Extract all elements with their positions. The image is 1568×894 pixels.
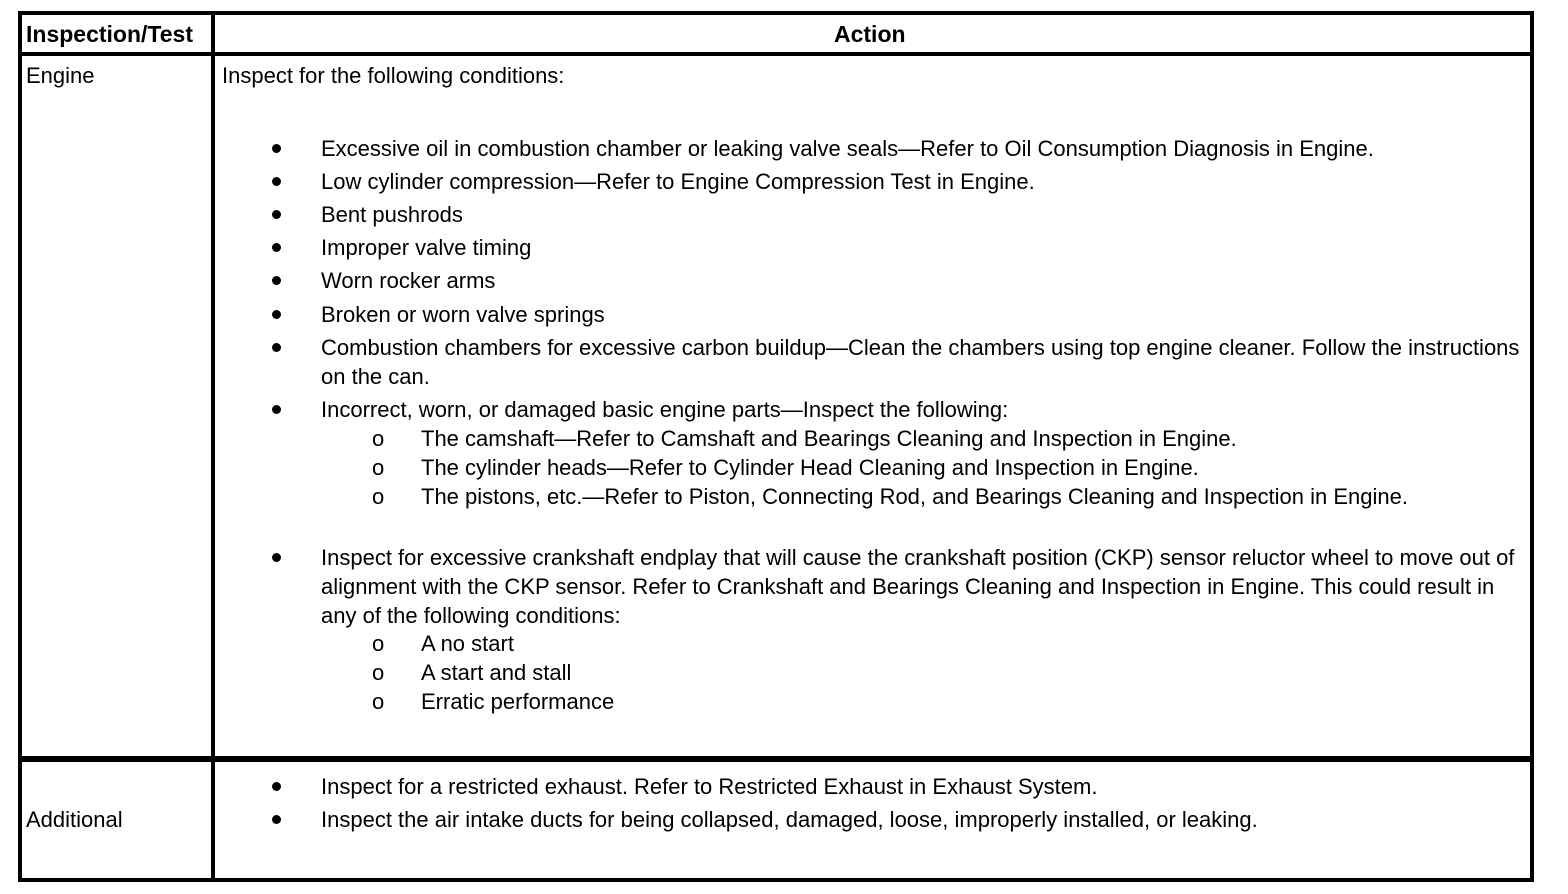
bullet-icon (271, 200, 283, 212)
sub-list-item-text: Erratic performance (421, 689, 615, 714)
list-item-text: Improper valve timing (321, 235, 532, 260)
list-item-text: Incorrect, worn, or damaged basic engine parts—Inspect the following: (321, 397, 1009, 422)
engine-intro: Inspect for the following conditions: (222, 63, 565, 88)
bullet-icon (271, 233, 283, 245)
row-label-additional: Additional (26, 807, 123, 832)
sub-list-item-text: The cylinder heads—Refer to Cylinder Head Cleaning and Inspection in Engine. (421, 455, 1199, 480)
header-action: Action (834, 21, 906, 47)
list-item-text: Combustion chambers for excessive carbon buildup—Clean the chambers using top engine cleaner. Follow the instructions on the can. (321, 335, 1520, 389)
list-item-text: Worn rocker arms (321, 268, 496, 293)
sub-list-item-text: A start and stall (421, 660, 572, 685)
list-item-text: Excessive oil in combustion chamber or leaking valve seals—Refer to Oil Consumption Diagnosis in Engine. (321, 136, 1374, 161)
sub-list-item-text: A no start (421, 631, 514, 656)
sub-list-item-text: The pistons, etc.—Refer to Piston, Connecting Rod, and Bearings Cleaning and Inspection in Engine. (421, 484, 1408, 509)
column-divider (211, 11, 215, 882)
bullet-icon (271, 772, 283, 784)
bullet-icon (271, 300, 283, 312)
list-item-text: Inspect for excessive crankshaft endplay that will cause the crankshaft position (CKP) sensor reluctor wheel to move out of alignment with the CKP sensor. Refer to Crankshaft and Bearings Cleaning and Inspection in Engine. This could result in any of the following conditions: (321, 545, 1515, 628)
header-divider (18, 52, 1534, 56)
circle-bullet-icon: o (372, 689, 385, 714)
circle-bullet-icon: o (372, 484, 385, 509)
list-item-text: Broken or worn valve springs (321, 302, 605, 327)
bullet-icon (271, 167, 283, 179)
sub-list-item-text: The camshaft—Refer to Camshaft and Bearings Cleaning and Inspection in Engine. (421, 426, 1237, 451)
circle-bullet-icon: o (372, 426, 385, 451)
circle-bullet-icon: o (372, 455, 385, 480)
bullet-icon (271, 266, 283, 278)
bullet-icon (271, 805, 283, 817)
list-item-text: Low cylinder compression—Refer to Engine Compression Test in Engine. (321, 169, 1035, 194)
bullet-icon (271, 543, 283, 555)
list-item-text: Inspect for a restricted exhaust. Refer to Restricted Exhaust in Exhaust System. (321, 774, 1098, 799)
list-item-text: Inspect the air intake ducts for being collapsed, damaged, loose, improperly installed, or leaking. (321, 807, 1258, 832)
header-inspection-test: Inspection/Test (26, 21, 193, 47)
list-item-text: Bent pushrods (321, 202, 463, 227)
row-label-engine: Engine (26, 63, 95, 88)
circle-bullet-icon: o (372, 660, 385, 685)
row-divider (18, 756, 1534, 762)
bullet-icon (271, 134, 283, 146)
circle-bullet-icon: o (372, 631, 385, 656)
bullet-icon (271, 395, 283, 407)
bullet-icon (271, 333, 283, 345)
